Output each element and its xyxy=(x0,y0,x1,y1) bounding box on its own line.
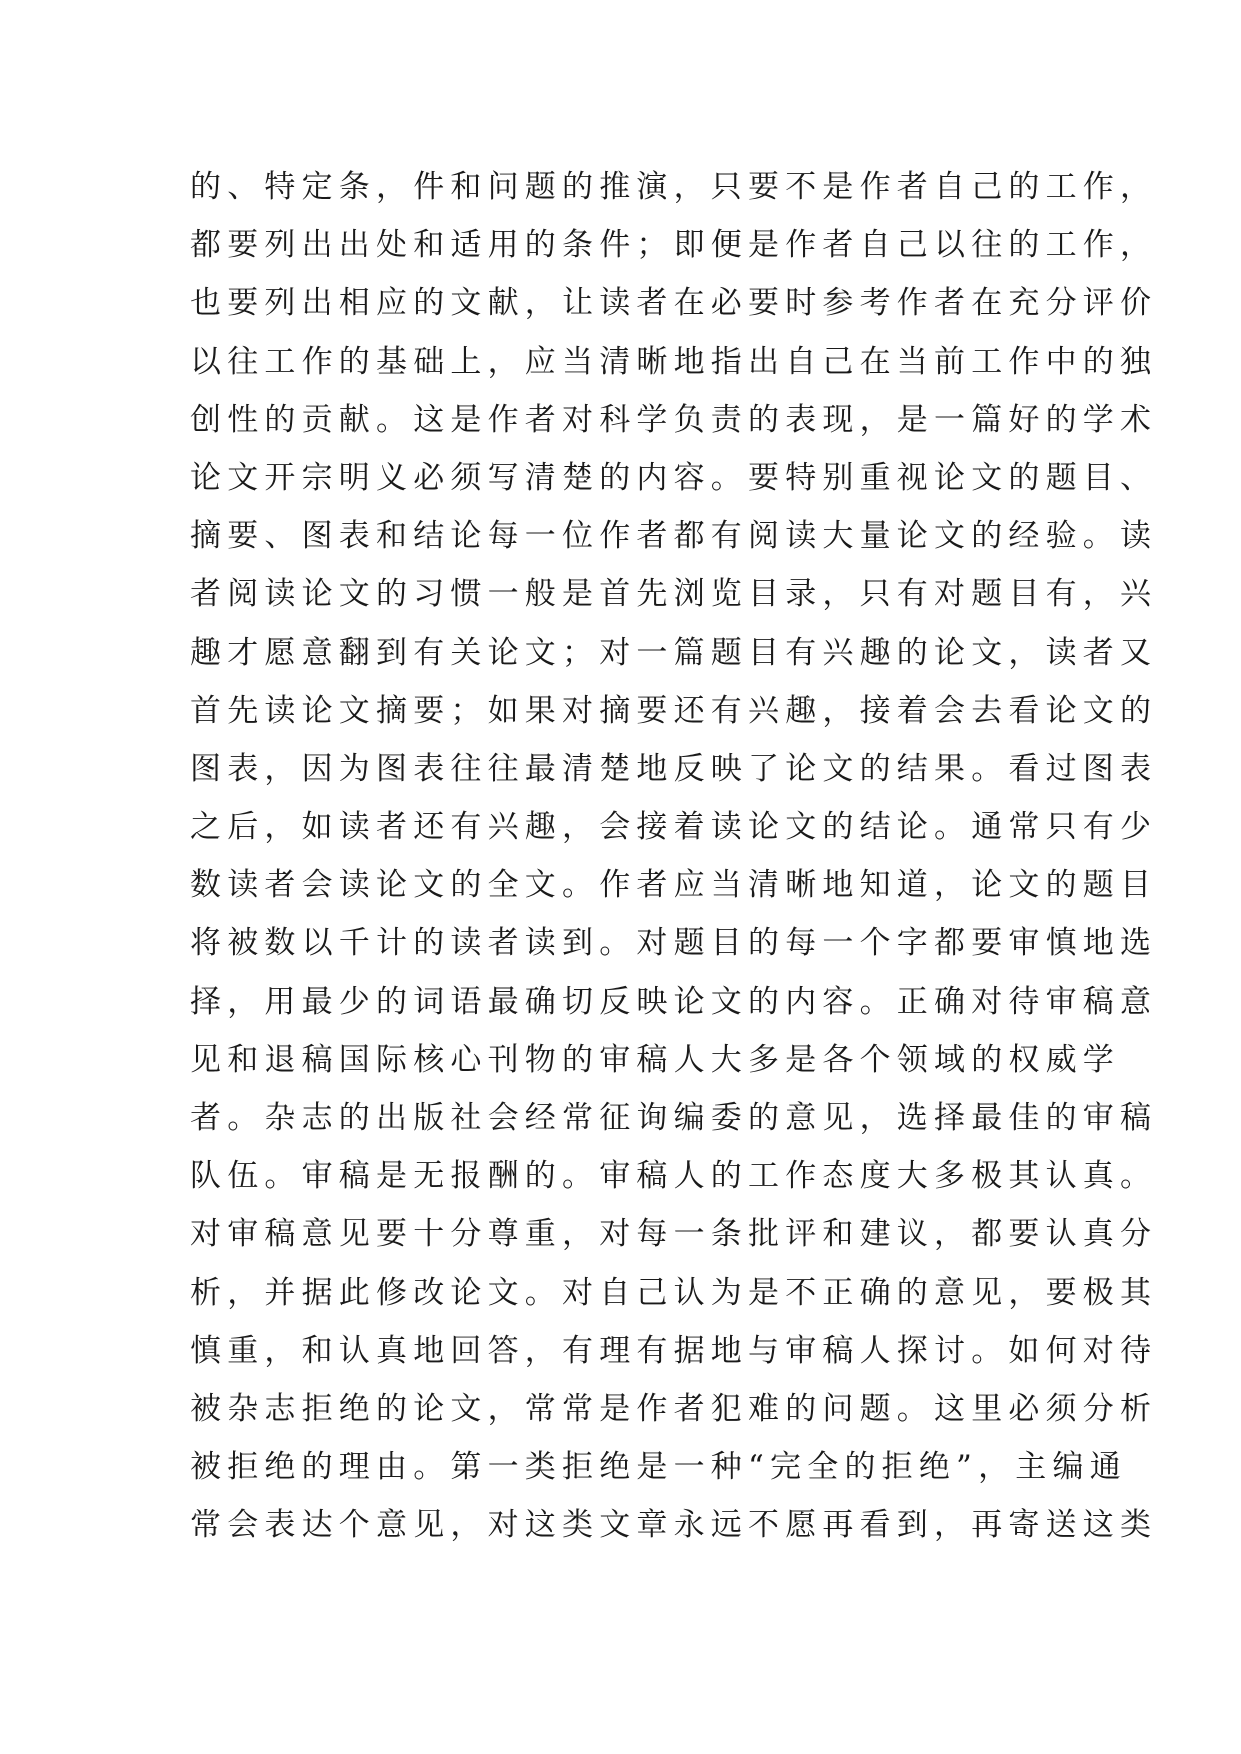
text-line: 将被数以千计的读者读到。对题目的每一个字都要审慎地选 xyxy=(190,925,1158,962)
text-line: 析，并据此修改论文。对自己认为是不正确的意见，要极其 xyxy=(190,1274,1158,1311)
text-line: 也要列出相应的文献，让读者在必要时参考作者在充分评价 xyxy=(190,285,1158,322)
text-line: 被杂志拒绝的论文，常常是作者犯难的问题。这里必须分析 xyxy=(190,1390,1158,1427)
text-line: 创性的贡献。这是作者对科学负责的表现，是一篇好的学术 xyxy=(190,401,1158,438)
text-line: 慎重，和认真地回答，有理有据地与审稿人探讨。如何对待 xyxy=(190,1332,1158,1369)
text-line: 都要列出出处和适用的条件；即便是作者自己以往的工作， xyxy=(190,227,1158,264)
text-line: 常会表达个意见，对这类文章永远不愿再看到，再寄送这类 xyxy=(190,1507,1158,1544)
body-text xyxy=(190,158,1158,1555)
text-line: 趣才愿意翻到有关论文；对一篇题目有兴趣的论文，读者又 xyxy=(190,634,1158,671)
text-line: 对审稿意见要十分尊重，对每一条批评和建议，都要认真分 xyxy=(190,1216,1158,1253)
text-line: 见和退稿国际核心刊物的审稿人大多是各个领域的权威学 xyxy=(190,1041,1120,1078)
text-line: 择，用最少的词语最确切反映论文的内容。正确对待审稿意 xyxy=(190,983,1158,1020)
text-line: 图表，因为图表往往最清楚地反映了论文的结果。看过图表 xyxy=(190,750,1158,787)
text-line: 数读者会读论文的全文。作者应当清晰地知道，论文的题目 xyxy=(190,867,1158,904)
text-line: 之后，如读者还有兴趣，会接着读论文的结论。通常只有少 xyxy=(190,809,1158,846)
text-line: 首先读论文摘要；如果对摘要还有兴趣，接着会去看论文的 xyxy=(190,692,1158,729)
text-line: 被拒绝的理由。第一类拒绝是一种“完全的拒绝”，主编通 xyxy=(190,1449,1127,1486)
text-line: 论文开宗明义必须写清楚的内容。要特别重视论文的题目、 xyxy=(190,459,1158,496)
text-line: 队伍。审稿是无报酬的。审稿人的工作态度大多极其认真。 xyxy=(190,1158,1158,1195)
text-line: 的、特定条，件和问题的推演，只要不是作者自己的工作， xyxy=(190,169,1158,205)
text-line: 摘要、图表和结论每一位作者都有阅读大量论文的经验。读 xyxy=(190,518,1158,555)
text-line: 以往工作的基础上，应当清晰地指出自己在当前工作中的独 xyxy=(190,343,1158,380)
text-line: 者阅读论文的习惯一般是首先浏览目录，只有对题目有，兴 xyxy=(190,576,1158,613)
text-line: 者。杂志的出版社会经常征询编委的意见，选择最佳的审稿 xyxy=(190,1100,1158,1136)
